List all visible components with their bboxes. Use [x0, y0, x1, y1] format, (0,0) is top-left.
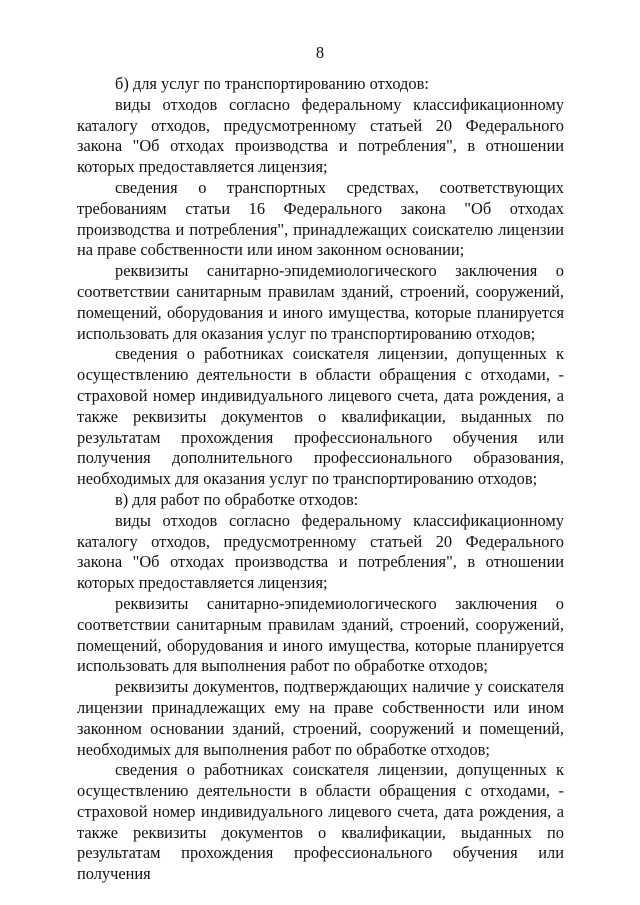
document-body	[77, 74, 564, 885]
paragraph-transport-waste-types: виды отходов согласно федеральному классификационному каталогу отходов, предусмотренному статьей 20 Федерального закона "Об отходах производства и потребления", в отношении которых предоставляется лицензия;	[77, 94, 564, 177]
paragraph-transport-employees: сведения о работниках соискателя лицензии, допущенных к осуществлению деятельности в области обращения с отходами, - страховой номер индивидуального лицевого счета, дата рождения, а также реквизиты документов о квалификации, выданных по результатам прохождения профессионального обучения или получения дополнительного профессионального образования, необходимых для оказания услуг по транспортированию отходов;	[77, 344, 564, 489]
paragraph-transport-vehicles: сведения о транспортных средствах, соответствующих требованиям статьи 16 Федерального закона "Об отходах производства и потребления", принадлежащих соискателю лицензии на праве собственности или ином законном основании;	[77, 177, 564, 260]
paragraph-processing-waste-types: виды отходов согласно федеральному классификационному каталогу отходов, предусмотренному статьей 20 Федерального закона "Об отходах производства и потребления", в отношении которых предоставляется лицензия;	[77, 510, 564, 593]
paragraph-processing-sanitary-conclusion: реквизиты санитарно-эпидемиологического заключения о соответствии санитарным правилам зданий, строений, сооружений, помещений, оборудования и иного имущества, которые планируется использовать для выполнения работ по обработке отходов;	[77, 593, 564, 676]
paragraph-transport-heading: б) для услуг по транспортированию отходов:	[115, 74, 429, 93]
paragraph-processing-heading: в) для работ по обработке отходов:	[115, 489, 359, 509]
paragraph-processing-premises-documents: реквизиты документов, подтверждающих наличие у соискателя лицензии принадлежащих ему на праве собственности или ином законном основании зданий, строений, сооружений и помещений, необходимых для выполнения работ по обработке отходов;	[77, 677, 564, 759]
page-number: 8	[315, 43, 325, 62]
paragraph-transport-sanitary-conclusion: реквизиты санитарно-эпидемиологического заключения о соответствии санитарным правилам зданий, строений, сооружений, помещений, оборудования и иного имущества, которые планируется использовать для оказания услуг по транспортированию отходов;	[77, 261, 564, 343]
paragraph-processing-employees: сведения о работниках соискателя лицензии, допущенных к осуществлению деятельности в области обращения с отходами, - страховой номер индивидуального лицевого счета, дата рождения, а также реквизиты документов о квалификации, выданных по результатам прохождения профессионального обучения или получения	[77, 760, 564, 884]
